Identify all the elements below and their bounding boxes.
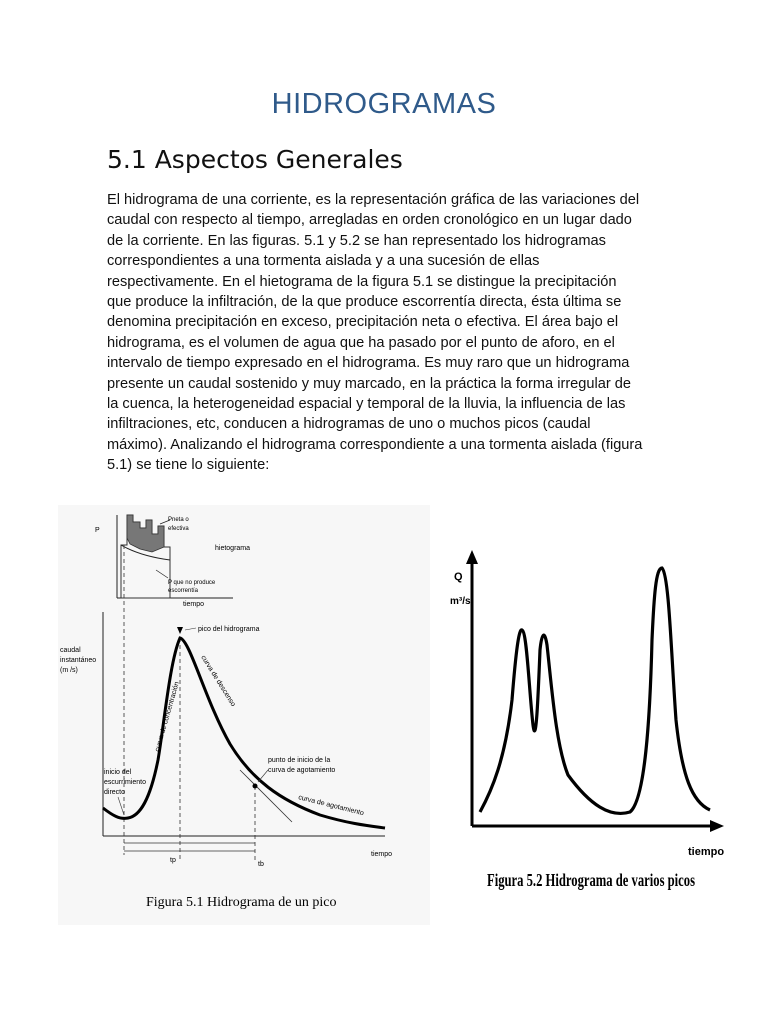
q-unit-label: m³/s xyxy=(450,596,471,607)
caudal-label-3: (m /s) xyxy=(60,667,78,674)
paragraph-line: caudal con respecto al tiempo, arregladas en orden cronológico en un lugar dado xyxy=(107,212,632,229)
paragraph-line: respectivamente. En el hietograma de la figura 5.1 se distingue la precipitación xyxy=(107,273,617,290)
tp-label: tp xyxy=(170,857,176,864)
paragraph-line: la cuenca, la heterogeneidad espacial y temporal de la lluvia, la influencia de las xyxy=(107,396,626,413)
figure-5-2 xyxy=(450,550,724,858)
peak-label: pico del hidrograma xyxy=(198,626,260,633)
paragraph-line: presente un caudal sostenido y muy marcado, en la práctica la forma irregular de xyxy=(107,375,632,392)
tb-label: tb xyxy=(258,861,264,868)
multi-peak-hydrograph xyxy=(480,568,710,813)
q-label: Q xyxy=(454,571,463,583)
paragraph-line: que produce la infiltración, de la que produce escorrentía directa, ésta última se xyxy=(107,294,622,311)
paragraph-line: máximo). Analizando el hidrograma correspondiente a una tormenta aislada (figura xyxy=(107,436,643,453)
figure-5-2-caption: Figura 5.2 Hidrograma de varios picos xyxy=(487,870,695,890)
start-label-1: inicio del xyxy=(104,769,132,776)
caudal-label-1: caudal xyxy=(60,647,81,654)
loss-label-1: P que no produce xyxy=(168,580,216,586)
excess-label-2: efectiva xyxy=(168,526,189,532)
hidrograma-x-label: tiempo xyxy=(371,851,393,858)
paragraph-line: El hidrograma de una corriente, es la representación gráfica de las variaciones del xyxy=(107,192,640,208)
paragraph-line: de la corriente. En las figuras. 5.1 y 5.2 se han representado los hidrogramas xyxy=(107,232,606,249)
hietograma-y-label: P xyxy=(95,527,100,534)
hietograma-x-label: tiempo xyxy=(183,601,205,608)
page-title: HIDROGRAMAS xyxy=(271,88,497,120)
paragraph-line: denomina precipitación en exceso, precipitación neta o efectiva. El área bajo el xyxy=(107,314,619,331)
paragraph-line: infiltraciones, etc, conducen a hidrogramas de uno o muchos picos (caudal xyxy=(107,416,591,433)
inflection-label-1: punto de inicio de la xyxy=(268,757,331,764)
paragraph-line: correspondientes a una tormenta aislada y a una sucesión de ellas xyxy=(107,253,540,270)
excess-label-1: Pneta o xyxy=(168,517,189,523)
falling-limb-label: curva de descenso xyxy=(199,654,237,708)
section-heading: 5.1 Aspectos Generales xyxy=(107,145,403,174)
loss-label-2: escorrentía xyxy=(168,588,199,594)
caudal-label-2: instantáneo xyxy=(60,657,97,664)
recession-label: curva de agotamiento xyxy=(297,794,365,818)
rising-limb-label: curva de concentración xyxy=(154,681,181,753)
inflection-label-2: curva de agotamiento xyxy=(268,767,336,774)
tiempo-label-5-2: tiempo xyxy=(688,846,725,858)
start-label-2: escurrimiento xyxy=(104,779,147,786)
paragraph-line: hidrograma, es el volumen de agua que ha pasado por el punto de aforo, en el xyxy=(107,334,615,351)
figure-5-1-caption: Figura 5.1 Hidrograma de un pico xyxy=(146,895,337,910)
hietograma-name-label: hietograma xyxy=(215,545,251,552)
paragraph-line: intervalo de tiempo expresado en el hidrograma. Es muy raro que un hidrograma xyxy=(107,355,630,372)
paragraph-line: 5.1) se tiene lo siguiente: xyxy=(107,457,270,474)
start-label-3: directo xyxy=(104,789,126,796)
